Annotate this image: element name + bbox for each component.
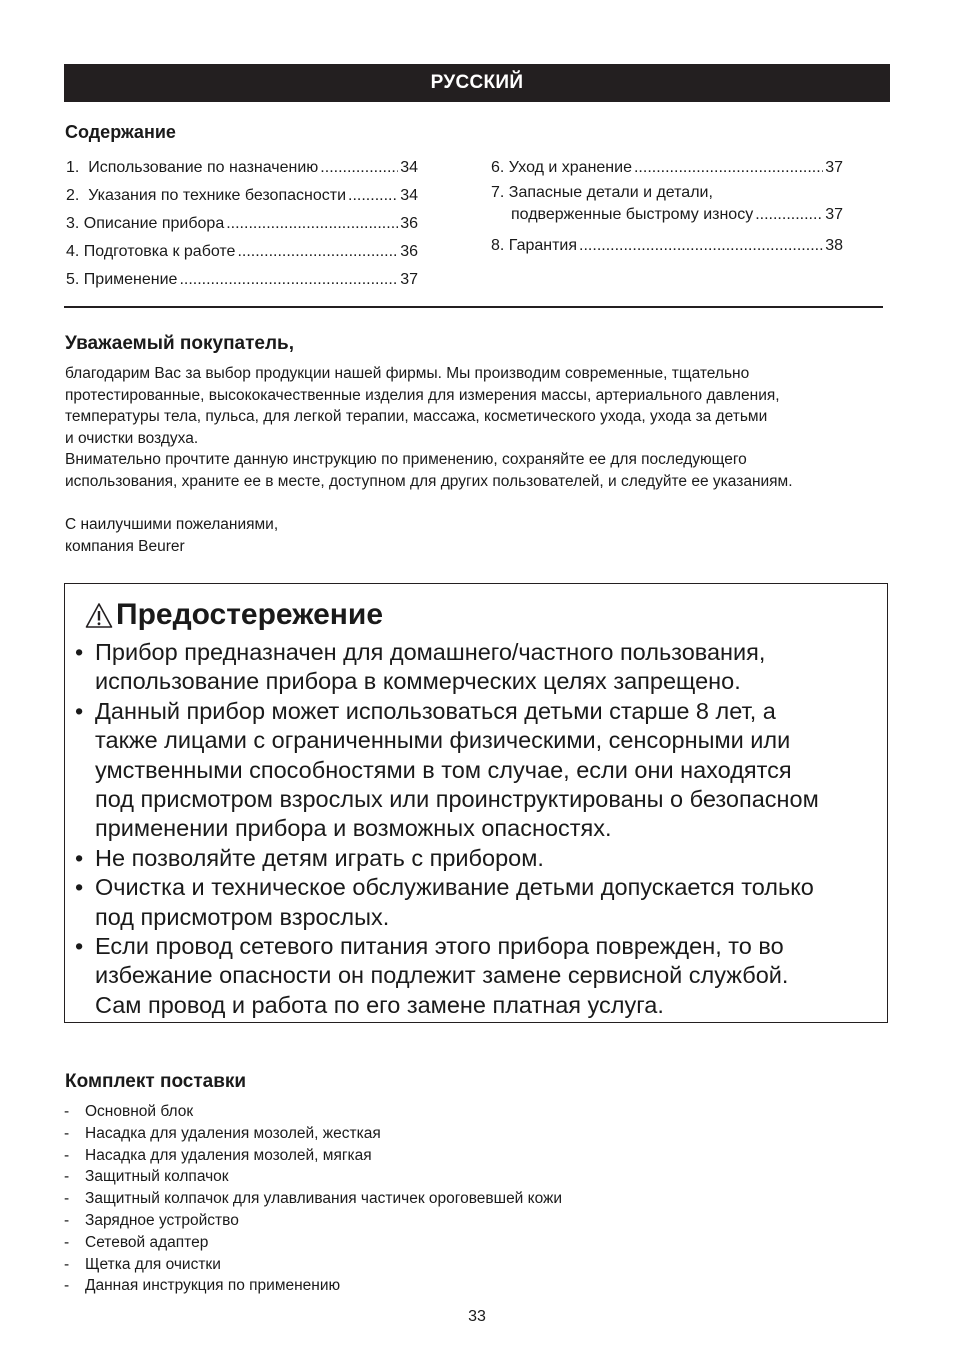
warning-line: Сам провод и работа по его замене платная услуга. <box>95 991 664 1018</box>
warning-line: Данный прибор может использоваться детьми старше 8 лет, а <box>95 697 776 724</box>
toc-item[interactable] <box>491 154 843 182</box>
warning-list <box>75 638 885 1020</box>
bullet: • <box>75 697 84 724</box>
toc-item-label: Применение <box>83 271 178 288</box>
bullet: • <box>75 844 84 871</box>
greeting-line: температуры тела, пульса, для легкой терапии, массажа, косметического ухода, ухода за детьми <box>65 408 768 426</box>
toc-item-label: Использование по назначению <box>88 159 319 176</box>
toc-item-page: 36 <box>400 243 418 260</box>
toc-leader <box>320 154 398 182</box>
kit-item-label: Сетевой адаптер <box>85 1233 209 1251</box>
toc-item-page: 37 <box>400 271 418 288</box>
toc-leader <box>579 232 823 260</box>
greeting-line: использования, храните ее в месте, доступном для других пользователей, и следуйте ее указаниям. <box>65 472 793 490</box>
kit-item <box>64 1210 562 1232</box>
warning-item <box>75 873 885 932</box>
toc-item-page: 34 <box>400 159 418 176</box>
kit-item-label: Основной блок <box>85 1103 194 1120</box>
kit-heading: Комплект поставки <box>65 1071 247 1092</box>
dash: - <box>64 1255 70 1273</box>
warning-box <box>64 583 888 1023</box>
kit-item-label: Защитный колпачок для улавливания частичек ороговевшей кожи <box>85 1190 563 1208</box>
language-header <box>64 64 890 102</box>
warning-line: Прибор предназначен для домашнего/частного пользования, <box>95 639 766 665</box>
greeting-line: и очистки воздуха. <box>65 429 199 447</box>
toc-leader <box>179 266 398 294</box>
dash: - <box>64 1211 70 1229</box>
toc-item-page: 38 <box>825 237 843 254</box>
toc-item-page: 37 <box>825 206 843 223</box>
toc-item[interactable] <box>491 182 843 226</box>
warning-triangle-icon <box>85 602 113 629</box>
kit-item <box>64 1101 562 1123</box>
kit-item <box>64 1254 562 1276</box>
toc-leader <box>634 154 823 182</box>
kit-item <box>64 1123 562 1145</box>
toc-item-number: 5. <box>66 271 84 288</box>
warning-title-row <box>85 598 383 632</box>
dash: - <box>64 1233 70 1251</box>
section-divider <box>64 306 883 308</box>
dash: - <box>64 1124 70 1142</box>
toc-left-column <box>66 154 418 294</box>
warning-line: под присмотром взрослых или проинструктированы о безопасном <box>95 786 819 813</box>
toc-item[interactable] <box>66 154 418 182</box>
warning-item <box>75 844 885 873</box>
page-number: 33 <box>468 1308 486 1325</box>
dash: - <box>64 1168 70 1186</box>
bullet: • <box>75 639 84 665</box>
warning-line: под присмотром взрослых. <box>95 903 390 930</box>
toc-item-page: 34 <box>400 187 418 204</box>
kit-item-label: Данная инструкция по применению <box>85 1277 341 1295</box>
toc-item-number: 1. <box>66 159 89 176</box>
greeting-line: благодарим Вас за выбор продукции нашей фирмы. Мы производим современные, тщательно <box>65 365 750 382</box>
toc-right-column <box>491 154 843 260</box>
toc-heading: Содержание <box>65 122 176 142</box>
closing-text: С наилучшими пожеланиями, <box>65 516 279 533</box>
warning-line: использование прибора в коммерческих целях запрещено. <box>95 668 741 695</box>
toc-leader <box>237 238 398 266</box>
toc-item-label-continued: подверженные быстрому износу <box>511 206 754 223</box>
kit-item-label: Насадка для удаления мозолей, мягкая <box>85 1146 372 1164</box>
warning-item <box>75 697 885 844</box>
toc-leader <box>348 182 398 210</box>
kit-item-label: Щетка для очистки <box>85 1255 221 1273</box>
dash: - <box>64 1277 70 1295</box>
warning-line: применении прибора и возможных опасностях. <box>95 815 612 842</box>
toc-item-number: 2. <box>66 187 89 204</box>
toc-item-page: 37 <box>825 159 843 176</box>
warning-line: избежание опасности он подлежит замене сервисной службой. <box>95 962 789 989</box>
toc-item-number: 4. <box>66 243 84 260</box>
toc-item-page: 36 <box>400 215 418 232</box>
greeting-body <box>65 363 895 493</box>
greeting-line: протестированные, высококачественные изделия для измерения массы, артериального давления, <box>65 386 780 404</box>
toc-item[interactable] <box>66 210 418 238</box>
toc-leader <box>755 204 823 226</box>
greeting-line: Внимательно прочтите данную инструкцию по применению, сохраняйте ее для последующего <box>65 451 747 469</box>
bullet: • <box>75 933 84 960</box>
toc-item[interactable] <box>66 266 418 294</box>
toc-item-number: 6. <box>491 159 509 176</box>
greeting-heading: Уважаемый покупатель, <box>65 333 295 354</box>
toc-item-label: Запасные детали и детали, <box>508 184 713 201</box>
toc-item-label: Описание прибора <box>83 215 225 232</box>
kit-item <box>64 1275 562 1297</box>
dash: - <box>64 1103 70 1120</box>
toc-item-number: 3. <box>66 215 84 232</box>
language-label: РУССКИЙ <box>430 72 524 93</box>
toc-item[interactable] <box>66 238 418 266</box>
toc-leader <box>226 210 398 238</box>
toc-item-label: Подготовка к работе <box>83 243 236 260</box>
warning-title: Предостережение <box>116 598 384 631</box>
company-name: компания Beurer <box>65 538 185 555</box>
warning-line: Очистка и техническое обслуживание детьми допускается только <box>95 874 814 901</box>
warning-line: умственными способностями в том случае, если они находятся <box>95 756 792 783</box>
dash: - <box>64 1190 70 1208</box>
kit-item <box>64 1166 562 1188</box>
toc-item-number: 8. <box>491 237 509 254</box>
kit-item <box>64 1188 562 1210</box>
kit-item <box>64 1145 562 1167</box>
bullet: • <box>75 874 84 901</box>
kit-item <box>64 1232 562 1254</box>
warning-line: Если провод сетевого питания этого прибора поврежден, то во <box>95 933 784 960</box>
warning-item <box>75 638 885 697</box>
toc-item-label: Гарантия <box>508 237 578 254</box>
toc-item-label: Уход и хранение <box>508 159 632 176</box>
warning-line: также лицами с ограниченными физическими, сенсорными или <box>95 727 791 754</box>
toc-item[interactable] <box>491 232 843 260</box>
toc-item-number: 7. <box>491 184 509 201</box>
kit-item-label: Насадка для удаления мозолей, жесткая <box>85 1124 381 1142</box>
signature-block <box>65 514 278 558</box>
kit-item-label: Защитный колпачок <box>85 1168 229 1186</box>
toc-item[interactable] <box>66 182 418 210</box>
warning-line: Не позволяйте детям играть с прибором. <box>95 844 544 871</box>
toc-item-label: Указания по технике безопасности <box>88 187 347 204</box>
warning-item <box>75 932 885 1020</box>
dash: - <box>64 1146 70 1164</box>
kit-item-label: Зарядное устройство <box>85 1211 239 1229</box>
kit-list <box>64 1101 562 1297</box>
